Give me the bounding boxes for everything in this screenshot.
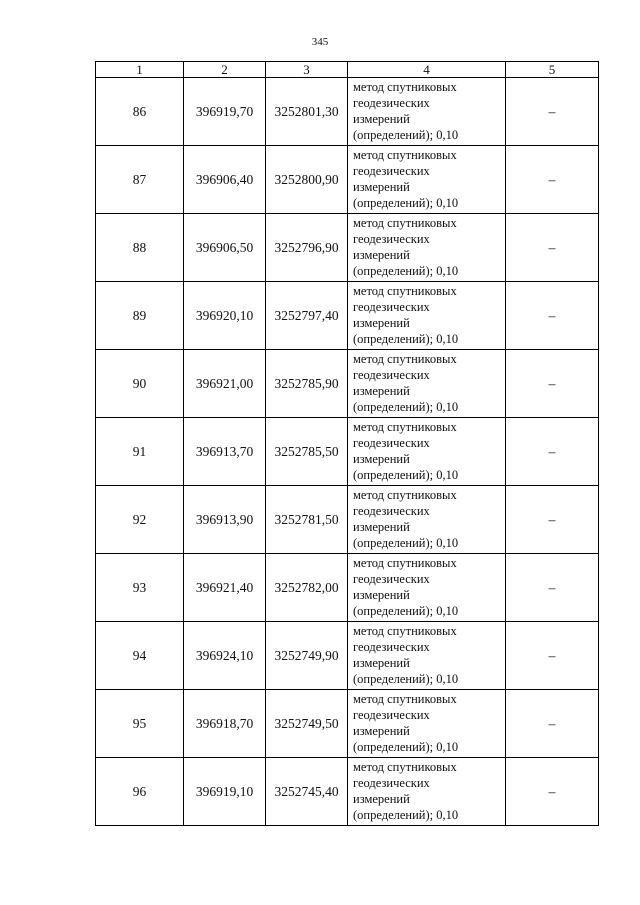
method-line: (определений); 0,10 [353, 468, 459, 482]
x-coordinate-cell: 396906,50 [184, 214, 266, 282]
method-line: геодезических [353, 504, 430, 518]
y-coordinate-cell: 3252749,50 [266, 690, 348, 758]
method-line: (определений); 0,10 [353, 264, 459, 278]
note-cell: – [506, 146, 599, 214]
method-line: измерений [353, 316, 410, 330]
point-number-cell: 96 [96, 758, 184, 826]
method-line: измерений [353, 792, 410, 806]
note-cell: – [506, 350, 599, 418]
method-cell [348, 214, 506, 282]
method-line: метод спутниковых [353, 692, 457, 706]
method-line: геодезических [353, 640, 430, 654]
note-cell: – [506, 282, 599, 350]
table-header-row [96, 62, 599, 78]
y-coordinate-cell: 3252796,90 [266, 214, 348, 282]
method-line: геодезических [353, 436, 430, 450]
table-body [96, 78, 599, 826]
point-number-cell: 93 [96, 554, 184, 622]
method-cell [348, 690, 506, 758]
y-coordinate-cell: 3252797,40 [266, 282, 348, 350]
method-line: (определений); 0,10 [353, 196, 459, 210]
column-header: 3 [266, 62, 348, 78]
point-number-cell: 89 [96, 282, 184, 350]
method-cell [348, 486, 506, 554]
method-line: измерений [353, 384, 410, 398]
method-line: (определений); 0,10 [353, 740, 459, 754]
method-line: (определений); 0,10 [353, 400, 459, 414]
x-coordinate-cell: 396924,10 [184, 622, 266, 690]
table-row [96, 146, 599, 214]
x-coordinate-cell: 396921,40 [184, 554, 266, 622]
method-line: измерений [353, 520, 410, 534]
method-line: метод спутниковых [353, 760, 457, 774]
method-line: геодезических [353, 96, 430, 110]
x-coordinate-cell: 396920,10 [184, 282, 266, 350]
x-coordinate-cell: 396906,40 [184, 146, 266, 214]
x-coordinate-cell: 396918,70 [184, 690, 266, 758]
method-cell [348, 282, 506, 350]
method-cell [348, 146, 506, 214]
note-cell: – [506, 486, 599, 554]
x-coordinate-cell: 396919,70 [184, 78, 266, 146]
method-line: измерений [353, 248, 410, 262]
x-coordinate-cell: 396913,70 [184, 418, 266, 486]
y-coordinate-cell: 3252785,90 [266, 350, 348, 418]
method-line: измерений [353, 180, 410, 194]
x-coordinate-cell: 396919,10 [184, 758, 266, 826]
column-header: 4 [348, 62, 506, 78]
method-cell [348, 554, 506, 622]
method-line: геодезических [353, 572, 430, 586]
point-number-cell: 91 [96, 418, 184, 486]
method-line: метод спутниковых [353, 624, 457, 638]
point-number-cell: 86 [96, 78, 184, 146]
column-header: 2 [184, 62, 266, 78]
y-coordinate-cell: 3252782,00 [266, 554, 348, 622]
x-coordinate-cell: 396913,90 [184, 486, 266, 554]
method-line: измерений [353, 588, 410, 602]
method-cell [348, 78, 506, 146]
y-coordinate-cell: 3252800,90 [266, 146, 348, 214]
method-line: измерений [353, 724, 410, 738]
method-line: геодезических [353, 708, 430, 722]
method-line: (определений); 0,10 [353, 604, 459, 618]
point-number-cell: 87 [96, 146, 184, 214]
method-line: метод спутниковых [353, 284, 457, 298]
method-line: геодезических [353, 164, 430, 178]
column-header: 1 [96, 62, 184, 78]
coordinates-table [95, 61, 599, 826]
table-row [96, 214, 599, 282]
method-cell [348, 758, 506, 826]
point-number-cell: 88 [96, 214, 184, 282]
method-line: метод спутниковых [353, 556, 457, 570]
y-coordinate-cell: 3252749,90 [266, 622, 348, 690]
point-number-cell: 95 [96, 690, 184, 758]
table-row [96, 486, 599, 554]
table-row [96, 554, 599, 622]
method-line: метод спутниковых [353, 216, 457, 230]
y-coordinate-cell: 3252745,40 [266, 758, 348, 826]
table-row [96, 690, 599, 758]
method-line: геодезических [353, 776, 430, 790]
method-cell [348, 350, 506, 418]
table-row [96, 282, 599, 350]
method-line: метод спутниковых [353, 488, 457, 502]
table-row [96, 418, 599, 486]
point-number-cell: 92 [96, 486, 184, 554]
method-line: метод спутниковых [353, 420, 457, 434]
x-coordinate-cell: 396921,00 [184, 350, 266, 418]
page-number: 345 [311, 36, 329, 48]
method-line: измерений [353, 112, 410, 126]
method-line: геодезических [353, 368, 430, 382]
method-line: (определений); 0,10 [353, 332, 459, 346]
note-cell: – [506, 78, 599, 146]
table-row [96, 622, 599, 690]
y-coordinate-cell: 3252785,50 [266, 418, 348, 486]
method-line: (определений); 0,10 [353, 808, 459, 822]
table-row [96, 350, 599, 418]
method-line: (определений); 0,10 [353, 672, 459, 686]
method-line: (определений); 0,10 [353, 536, 459, 550]
method-line: геодезических [353, 232, 430, 246]
method-line: геодезических [353, 300, 430, 314]
note-cell: – [506, 554, 599, 622]
method-line: метод спутниковых [353, 352, 457, 366]
y-coordinate-cell: 3252801,30 [266, 78, 348, 146]
table-row [96, 758, 599, 826]
method-line: метод спутниковых [353, 148, 457, 162]
table-row [96, 78, 599, 146]
method-line: измерений [353, 656, 410, 670]
column-header: 5 [506, 62, 599, 78]
note-cell: – [506, 214, 599, 282]
point-number-cell: 90 [96, 350, 184, 418]
method-line: измерений [353, 452, 410, 466]
point-number-cell: 94 [96, 622, 184, 690]
note-cell: – [506, 690, 599, 758]
method-line: (определений); 0,10 [353, 128, 459, 142]
method-cell [348, 622, 506, 690]
note-cell: – [506, 758, 599, 826]
y-coordinate-cell: 3252781,50 [266, 486, 348, 554]
note-cell: – [506, 622, 599, 690]
method-cell [348, 418, 506, 486]
note-cell: – [506, 418, 599, 486]
method-line: метод спутниковых [353, 80, 457, 94]
